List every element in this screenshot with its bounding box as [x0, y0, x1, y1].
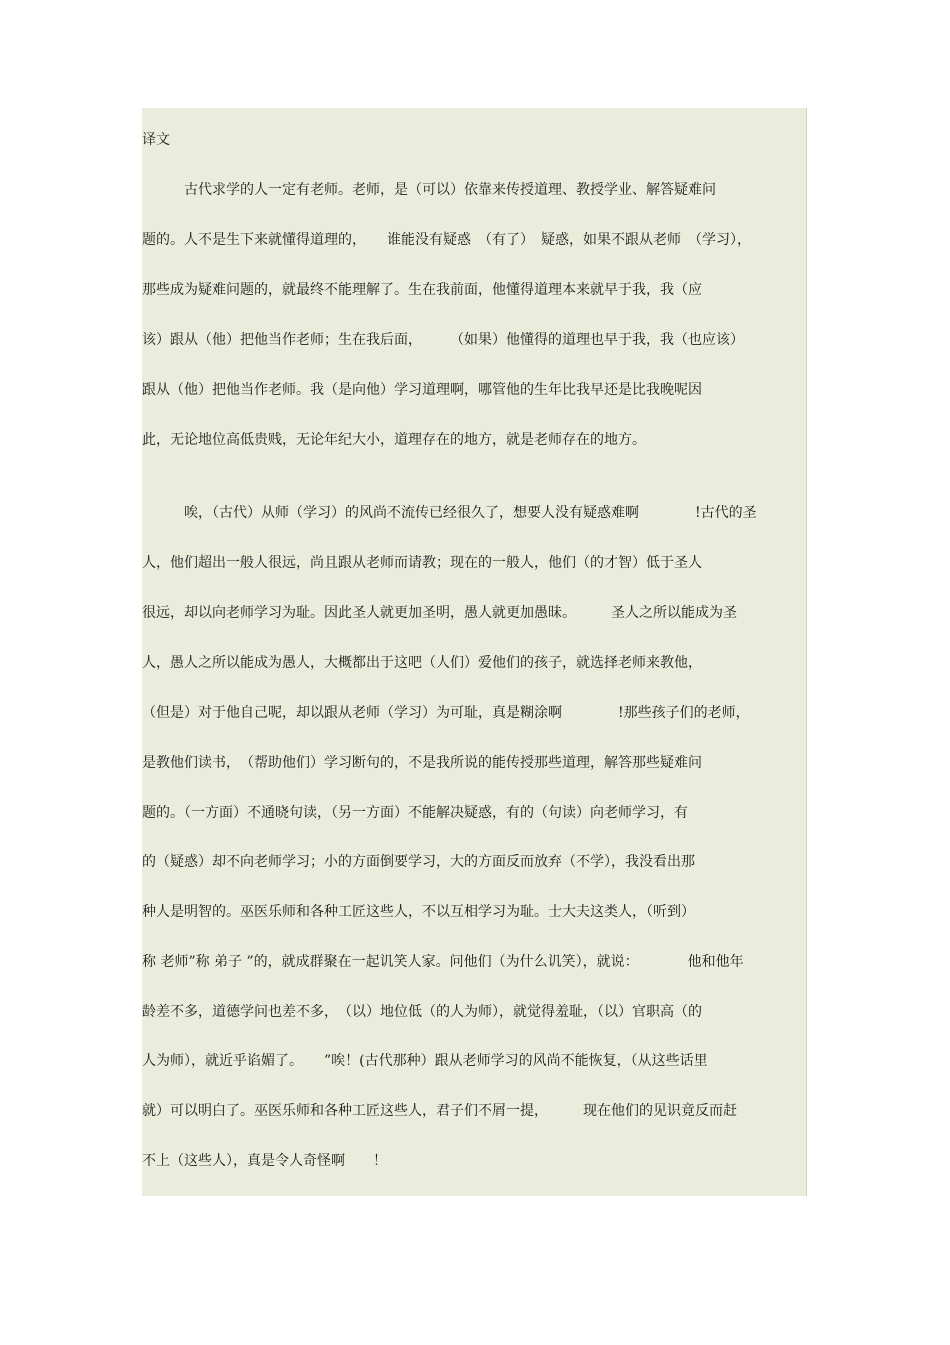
translation-panel	[142, 108, 807, 1196]
text-line: 很远，却以向老师学习为耻。因此圣人就更加圣明，愚人就更加愚昧。 圣人之所以能成为圣	[142, 605, 737, 621]
text-line: 就）可以明白了。巫医乐师和各种工匠这些人，君子们不屑一提， 现在他们的见识竟反而赶	[142, 1103, 737, 1119]
text-line: 人，他们超出一般人很远，尚且跟从老师而请教；现在的一般人，他们（的才智）低于圣人	[142, 555, 702, 571]
text-line: 人为师），就近乎谄媚了。 ”唉！(古代那种）跟从老师学习的风尚不能恢复，（从这些话里	[142, 1053, 708, 1069]
text-line: 不上（这些人），真是令人奇怪啊 ！	[142, 1153, 387, 1169]
text-line: 称 老师”称 弟子 ”的，就成群聚在一起讥笑人家。问他们（为什么讥笑），就说： 他和他年	[142, 954, 744, 970]
text-line: 该）跟从（他）把他当作老师；生在我后面， （如果）他懂得的道理也早于我，我（也应该）	[142, 332, 744, 348]
text-line: 题的。人不是生下来就懂得道理的， 谁能没有疑惑 （有了） 疑惑，如果不跟从老师 （学习），	[142, 232, 751, 248]
text-line: 种人是明智的。巫医乐师和各种工匠这些人，不以互相学习为耻。士大夫这类人，（听到）	[142, 904, 695, 920]
text-line: 是教他们读书， （帮助他们）学习断句的，不是我所说的能传授那些道理，解答那些疑难问	[142, 755, 702, 771]
document-title: 译文	[142, 132, 170, 148]
text-line: 古代求学的人一定有老师。老师，是（可以）依靠来传授道理、教授学业、解答疑难问	[142, 182, 716, 198]
text-line: 唉，（古代）从师（学习）的风尚不流传已经很久了，想要人没有疑惑难啊 !古代的圣	[142, 505, 757, 521]
text-line: 人，愚人之所以能成为愚人，大概都出于这吧（人们）爱他们的孩子，就选择老师来教他，	[142, 655, 702, 671]
text-line: 龄差不多，道德学问也差不多， （以）地位低（的人为师），就觉得羞耻，（以）官职高（的	[142, 1004, 702, 1020]
text-line: 跟从（他）把他当作老师。我（是向他）学习道理啊，哪管他的生年比我早还是比我晚呢因	[142, 382, 702, 398]
text-line: （但是）对于他自己呢，却以跟从老师（学习）为可耻，真是糊涂啊 !那些孩子们的老师，	[142, 705, 750, 721]
text-line: 那些成为疑难问题的，就最终不能理解了。生在我前面，他懂得道理本来就早于我，我（应	[142, 282, 702, 298]
text-line: 题的。（一方面）不通晓句读，（另一方面）不能解决疑惑，有的（句读）向老师学习，有	[142, 805, 688, 821]
text-line: 此，无论地位高低贵贱，无论年纪大小，道理存在的地方，就是老师存在的地方。	[142, 432, 646, 448]
text-line: 的（疑惑）却不向老师学习；小的方面倒要学习，大的方面反而放弃（不学），我没看出那	[142, 854, 695, 870]
